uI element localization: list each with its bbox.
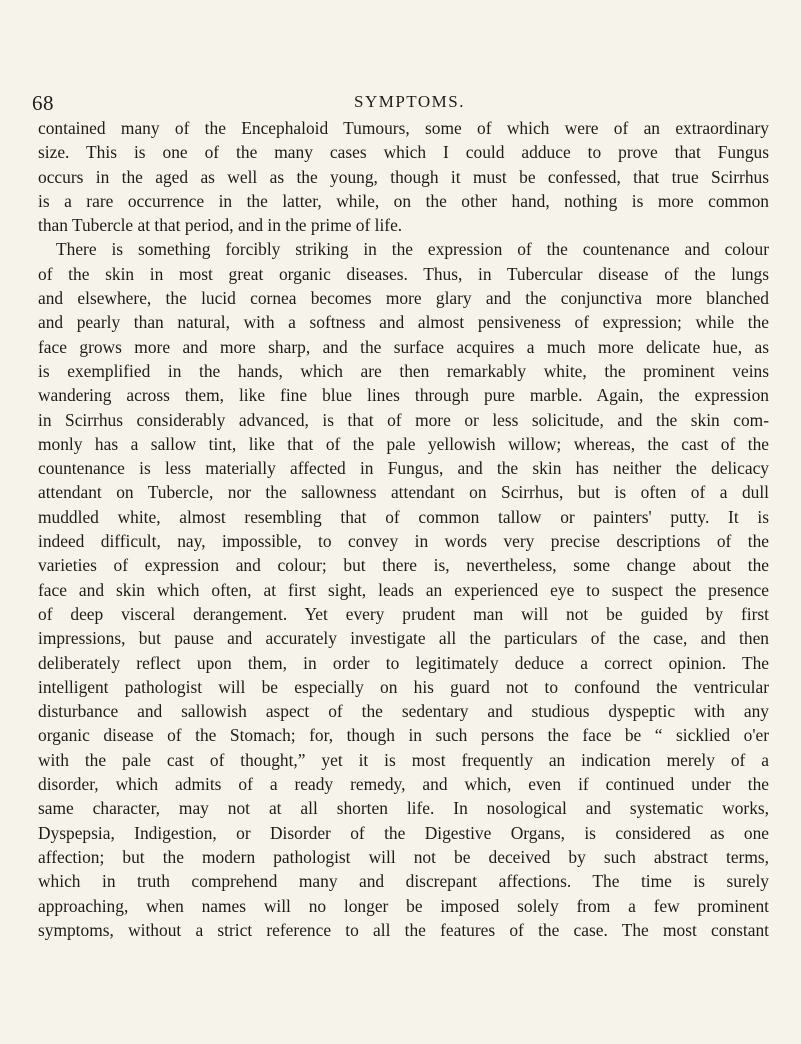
text-line: monly has a sallow tint, like that of the pale yellowish willow; whereas, the cast of the <box>38 433 769 454</box>
text-line: of the skin in most great organic diseases. Thus, in Tubercular disease of the lungs <box>38 263 769 284</box>
text-line: of deep visceral derangement. Yet every prudent man will not be guided by first <box>38 603 769 624</box>
text-line: symptoms, without a strict reference to all the features of the case. The most constant <box>38 919 769 940</box>
text-line: Dyspepsia, Indigestion, or Disorder of the Digestive Organs, is considered as one <box>38 822 769 843</box>
text-line: face and skin which often, at first sight, leads an experienced eye to suspect the presence <box>38 579 769 600</box>
text-line: organic disease of the Stomach; for, though in such persons the face be “ sicklied o'er <box>38 725 769 746</box>
text-line: approaching, when names will no longer be imposed solely from a few prominent <box>38 895 769 916</box>
text-line: impressions, but pause and accurately investigate all the particulars of the case, and then <box>38 628 769 649</box>
text-line: is exemplified in the hands, which are then remarkably white, the prominent veins <box>38 360 769 381</box>
text-line: disturbance and sallowish aspect of the sedentary and studious dyspeptic with any <box>38 701 769 722</box>
text-line: contained many of the Encephaloid Tumours, some of which were of an extraordinary <box>38 118 769 138</box>
text-line: indeed difficult, nay, impossible, to convey in words very precise descriptions of the <box>38 531 769 552</box>
text-line: varieties of expression and colour; but there is, nevertheless, some change about the <box>38 555 769 576</box>
text-line: and pearly than natural, with a softness and almost pensiveness of expression; while the <box>38 312 769 333</box>
running-head: SYMPTOMS. <box>354 92 465 111</box>
text-line: same character, may not at all shorten life. In nosological and systematic works, <box>38 798 769 819</box>
text-line: disorder, which admits of a ready remedy, and which, even if continued under the <box>38 774 769 795</box>
body-text <box>38 116 769 942</box>
text-line: deliberately reflect upon them, in order to legitimately deduce a correct opinion. The <box>38 652 769 673</box>
text-line: affection; but the modern pathologist will not be deceived by such abstract terms, <box>38 846 769 867</box>
text-line: muddled white, almost resembling that of common tallow or painters' putty. It is <box>38 506 769 527</box>
text-line: attendant on Tubercle, nor the sallowness attendant on Scirrhus, but is often of a dull <box>38 482 769 503</box>
text-line: which in truth comprehend many and discrepant affections. The time is surely <box>38 871 769 892</box>
text-line: occurs in the aged as well as the young, though it must be confessed, that true Scirrhus <box>38 166 769 187</box>
text-line: countenance is less materially affected in Fungus, and the skin has neither the delicacy <box>38 458 769 479</box>
text-line: face grows more and more sharp, and the surface acquires a much more delicate hue, as <box>38 336 769 357</box>
paragraph-last-line: than Tubercle at that period, and in the prime of life. <box>38 215 403 236</box>
text-line: intelligent pathologist will be especially on his guard not to confound the ventricular <box>38 676 769 697</box>
page-number: 68 <box>32 91 54 115</box>
text-line: is a rare occurrence in the latter, while, on the other hand, nothing is more common <box>38 190 769 211</box>
paragraph-first-line: There is something forcibly striking in the expression of the countenance and colour <box>56 239 769 260</box>
text-line: size. This is one of the many cases which I could adduce to prove that Fungus <box>38 142 769 163</box>
text-line: with the pale cast of thought,” yet it is most frequently an indication merely of a <box>38 749 769 770</box>
text-line: in Scirrhus considerably advanced, is that of more or less solicitude, and the skin com- <box>38 409 769 430</box>
text-line: and elsewhere, the lucid cornea becomes more glary and the conjunctiva more blanched <box>38 288 769 309</box>
text-line: wandering across them, like fine blue lines through pure marble. Again, the expression <box>38 385 769 406</box>
